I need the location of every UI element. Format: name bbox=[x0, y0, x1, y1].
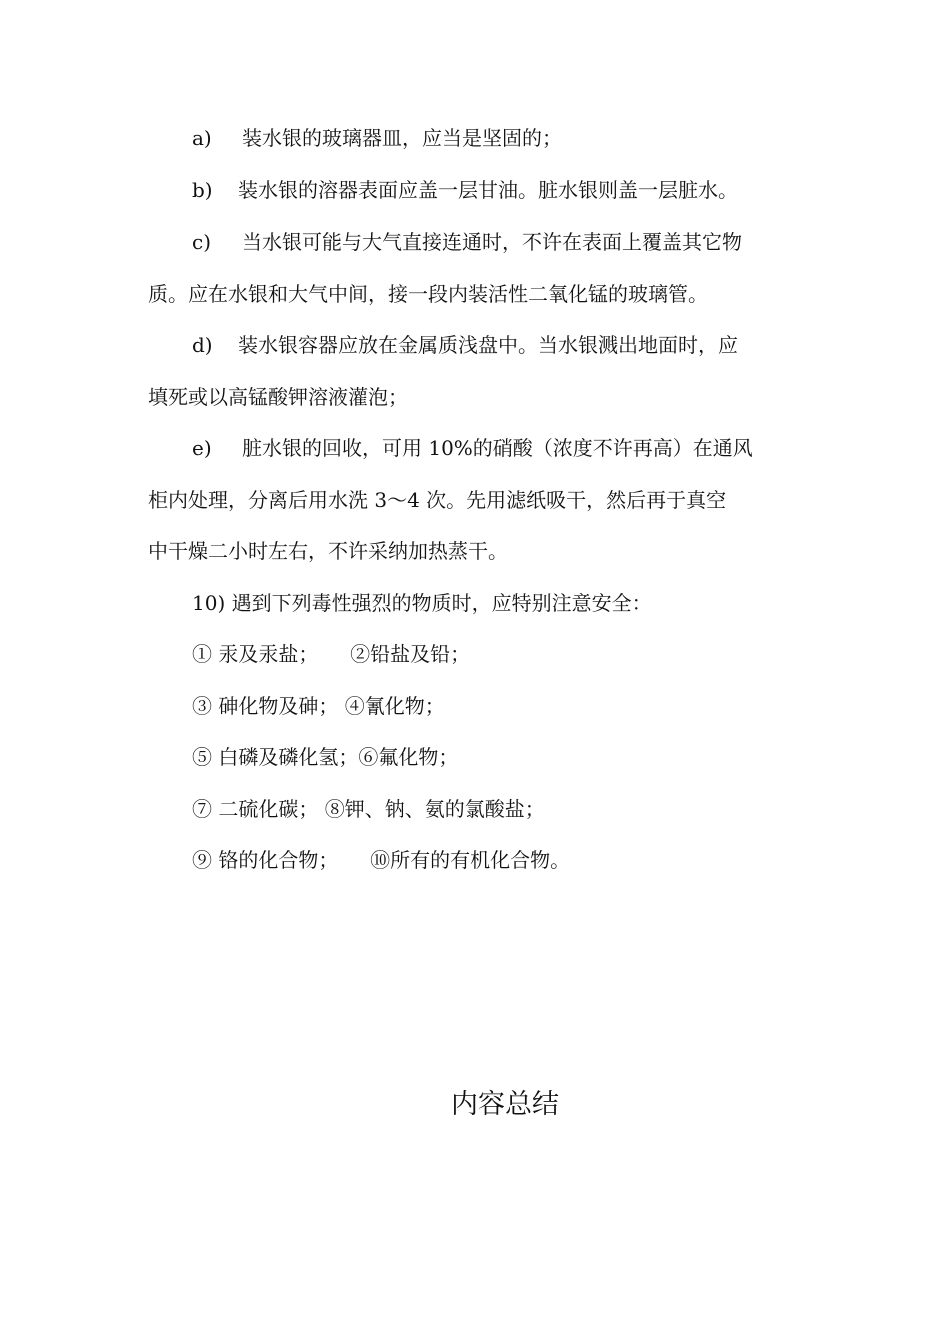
hazard-list-item: ③ 砷化物及砷； ④氰化物； bbox=[192, 694, 445, 718]
item-e-continuation-2: 中干燥二小时左右，不许采纳加热蒸干。 bbox=[148, 539, 508, 563]
item-d-text: 装水银容器应放在金属质浅盘中。当水银溅出地面时，应 bbox=[238, 333, 738, 357]
item-e-continuation-1: 柜内处理，分离后用水洗 3～4 次。先用滤纸吸干，然后再于真空 bbox=[148, 488, 727, 512]
item-c-text: 当水银可能与大气直接连通时，不许在表面上覆盖其它物 bbox=[242, 230, 742, 254]
item-e-text: 脏水银的回收，可用 10%的硝酸（浓度不许再高）在通风 bbox=[242, 436, 753, 460]
item-d-continuation: 填死或以高锰酸钾溶液灌泡； bbox=[148, 385, 408, 409]
hazard-list-item: ⑨ 铬的化合物； ⑩所有的有机化合物。 bbox=[192, 848, 571, 872]
section-10-heading: 10) 遇到下列毒性强烈的物质时，应特别注意安全： bbox=[192, 591, 652, 615]
item-c-label: c) bbox=[192, 230, 212, 254]
item-a-label: a) bbox=[192, 126, 212, 150]
item-e bbox=[192, 435, 753, 461]
item-d-label: d) bbox=[192, 333, 213, 357]
item-c bbox=[192, 229, 742, 255]
hazard-list-item: ⑦ 二硫化碳； ⑧钾、钠、氨的氯酸盐； bbox=[192, 797, 545, 821]
item-e-label: e) bbox=[192, 436, 212, 460]
item-b-text: 装水银的溶器表面应盖一层甘油。脏水银则盖一层脏水。 bbox=[238, 178, 738, 202]
item-a-text: 装水银的玻璃器皿，应当是坚固的； bbox=[242, 126, 562, 150]
hazard-list-item: ① 汞及汞盐； ②铅盐及铅； bbox=[192, 642, 471, 666]
item-a bbox=[192, 125, 562, 151]
item-b bbox=[192, 177, 738, 203]
summary-title: 内容总结 bbox=[451, 1089, 559, 1120]
item-c-continuation: 质。应在水银和大气中间，接一段内装活性二氧化锰的玻璃管。 bbox=[148, 282, 708, 306]
item-b-label: b) bbox=[192, 178, 213, 202]
item-d bbox=[192, 332, 738, 358]
hazard-list-item: ⑤ 白磷及磷化氢；⑥氟化物； bbox=[192, 745, 459, 769]
